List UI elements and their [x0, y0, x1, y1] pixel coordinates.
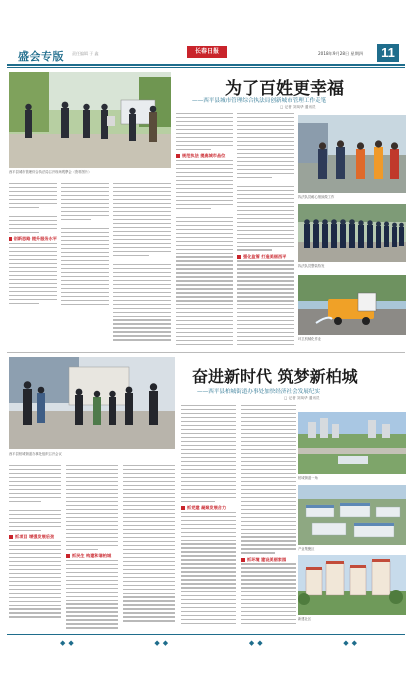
- article1-section-head: 创新思路 提升服务水平: [9, 236, 57, 243]
- bottom-rule: [7, 634, 405, 635]
- article2-section-head: 抓民生 构建和谐柏城: [66, 553, 118, 560]
- article2-section-head: 抓项目 增强发展后劲: [9, 534, 61, 541]
- article1-photo-enforcement-caption: 执法队员耐心细致做工作: [298, 195, 335, 199]
- article2-headline: 奋进新时代 筑梦新柏城: [192, 367, 358, 386]
- newspaper-logo: 长春日报: [187, 46, 227, 58]
- article1-byline: □ 记者 刘凤华 通讯员: [280, 105, 316, 109]
- issue-date: 2018年9月28日 星期四: [318, 51, 364, 56]
- article1-headline: 为了百姓更幸福: [225, 79, 344, 99]
- article1-photo-sweeper-caption: 环卫机械化作业: [298, 337, 322, 341]
- article2-text-col-3: [123, 465, 175, 630]
- article2-photo-city: [298, 412, 406, 474]
- article2-byline: □ 记者 刘凤华 通讯员: [284, 396, 320, 400]
- article1-photo-team: [298, 204, 406, 262]
- article1-photo-team-caption: 执法队员整装待发: [298, 264, 325, 268]
- article1-text-col-2: [61, 183, 109, 346]
- page-number: 11: [377, 44, 399, 62]
- article2-text-col-5: [241, 405, 296, 630]
- section-editor: 责任编辑 于 鑫: [72, 51, 99, 56]
- article1-text-col-1: [9, 183, 57, 346]
- article1-photo-enforcement: [298, 115, 406, 193]
- article2-photo-industry-caption: 产业集聚区: [298, 547, 315, 551]
- masthead-rule-thin: [7, 67, 405, 68]
- article2-text-col-4: [181, 405, 236, 630]
- article1-subheadline: ——西平县城市管理综合执法局创新城市管理工作走笔: [192, 98, 327, 104]
- article1-section-head: 强化监管 打造美丽西平: [237, 253, 294, 260]
- article1-text-col-3: [113, 183, 171, 346]
- article1-photo-meeting: [9, 72, 171, 168]
- article1-text-col-5: [237, 113, 294, 345]
- article-divider: [7, 352, 405, 353]
- article2-subheadline: ——西平县柏城街道办事处加快经济社会发展纪实: [197, 389, 321, 395]
- article2-photo-city-caption: 柏城街道一角: [298, 476, 318, 480]
- article2-section-head: 抓环境 建设美丽家园: [241, 556, 296, 563]
- article2-photo-meeting: [9, 357, 175, 449]
- article1-photo-sweeper: [298, 275, 406, 335]
- bottom-ornament: ◆◆ ◆◆ ◆◆ ◆◆: [60, 639, 360, 647]
- article2-photo-community: [298, 555, 406, 615]
- article2-text-col-1: [9, 465, 61, 630]
- article2-photo-industry: [298, 485, 406, 545]
- masthead-rule: [7, 64, 405, 66]
- article1-photo-meeting-caption: 西平县城市管理综合执法局召开现场观摩会（资料图片）: [9, 170, 92, 174]
- article2-section-head: 抓党建 凝聚发展合力: [181, 505, 236, 512]
- article1-section-head: 规范执法 提高城市品位: [176, 153, 233, 160]
- article2-text-col-2: [66, 465, 118, 630]
- article2-photo-community-caption: 新建社区: [298, 617, 312, 621]
- article1-text-col-4: [176, 113, 233, 345]
- section-title: 盛会专版: [18, 50, 64, 63]
- article2-photo-meeting-caption: 西平县柏城街道办事处组织召开会议: [9, 452, 62, 456]
